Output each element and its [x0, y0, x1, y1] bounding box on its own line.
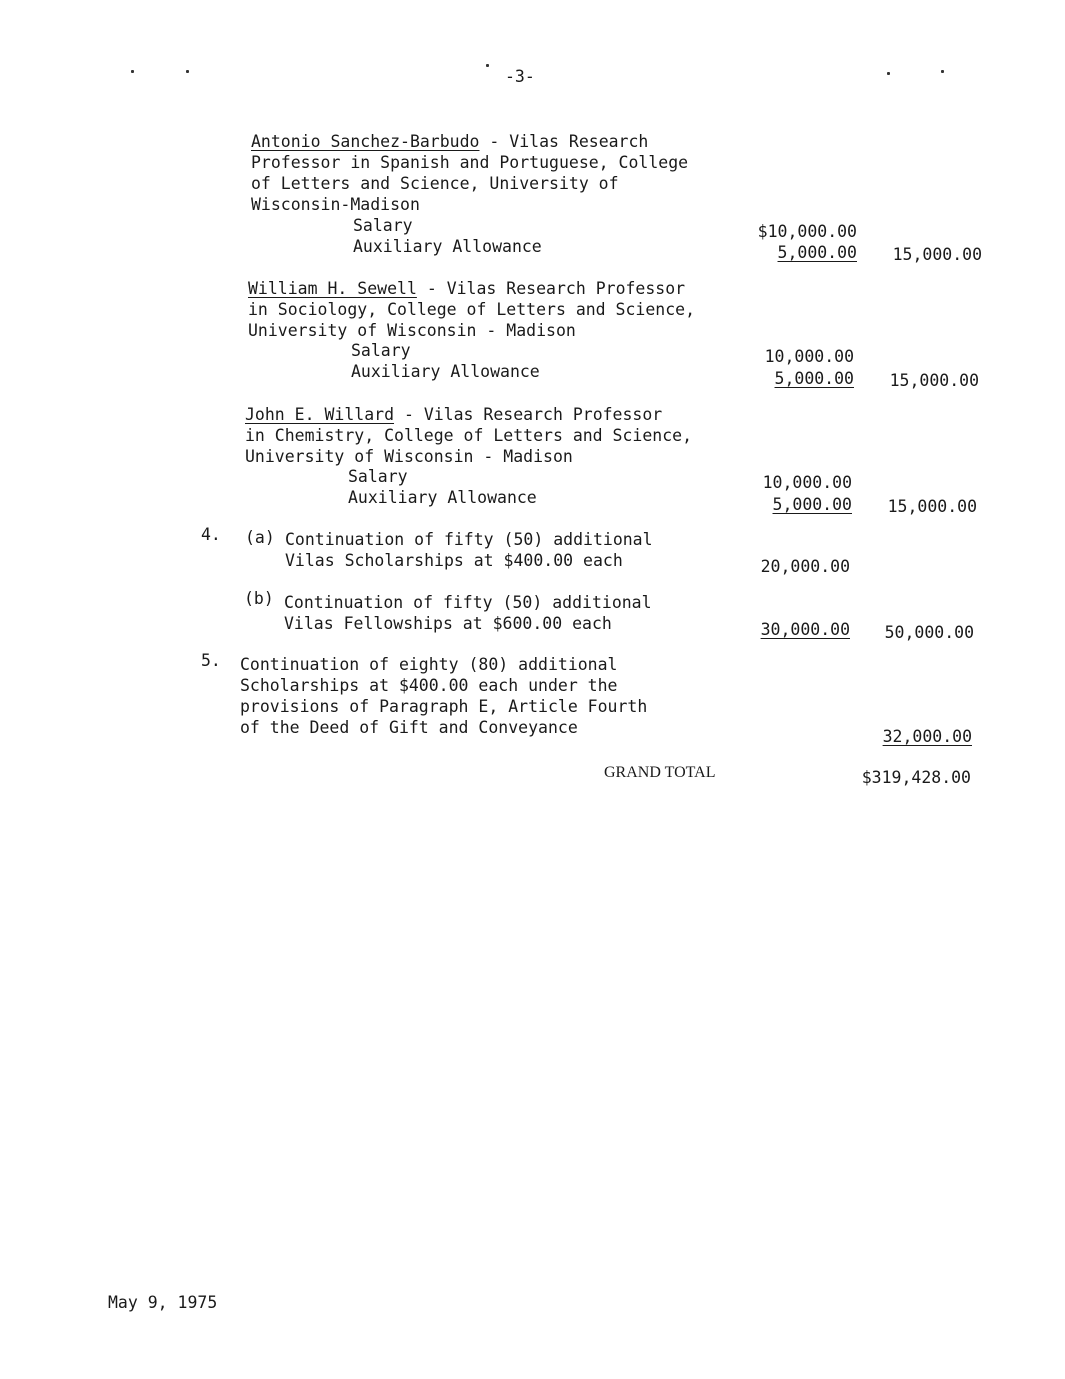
entry-desc-line: - Vilas Research Professor [416, 279, 686, 298]
scan-mark [941, 70, 944, 73]
scan-mark [486, 64, 489, 67]
aux-amount: 5,000.00 [777, 243, 857, 262]
entry-name: Antonio Sanchez-Barbudo [251, 132, 480, 151]
salary-amount: 10,000.00 [762, 473, 852, 492]
salary-label: Salary [348, 467, 408, 486]
scan-mark [186, 70, 189, 73]
aux-amount: 5,000.00 [772, 495, 852, 514]
item-desc-line: Continuation of fifty (50) additional [285, 530, 653, 549]
entry-total: 15,000.00 [892, 245, 982, 264]
item-sub-label: (a) [245, 528, 275, 547]
item-total: 32,000.00 [882, 727, 972, 746]
salary-amount: $10,000.00 [757, 222, 857, 241]
entry-name: William H. Sewell [248, 279, 417, 298]
grand-total-label: GRAND TOTAL [604, 764, 716, 781]
entry-desc-line: University of Wisconsin - Madison [248, 321, 576, 340]
item-desc-line: Scholarships at $400.00 each under the [240, 676, 618, 695]
item-total: 50,000.00 [884, 623, 974, 642]
salary-label: Salary [351, 341, 411, 360]
item-desc-line: of the Deed of Gift and Conveyance [240, 718, 578, 737]
page-number: -3- [505, 67, 535, 86]
entry-desc-line: Professor in Spanish and Portuguese, College [251, 153, 689, 172]
salary-amount: 10,000.00 [764, 347, 854, 366]
entry-name: John E. Willard [245, 405, 395, 424]
entry-desc-line: of Letters and Science, University of [251, 174, 619, 193]
aux-label: Auxiliary Allowance [348, 488, 537, 507]
scan-mark [887, 72, 890, 75]
entry-desc-line: - Vilas Research [479, 132, 649, 151]
entry-total: 15,000.00 [889, 371, 979, 390]
item-desc-line: Continuation of eighty (80) additional [240, 655, 618, 674]
aux-amount: 5,000.00 [774, 369, 854, 388]
item-number: 4. [201, 525, 221, 544]
entry-desc-line: Wisconsin-Madison [251, 195, 420, 214]
salary-label: Salary [353, 216, 413, 235]
item-desc-line: Vilas Scholarships at $400.00 each [285, 551, 623, 570]
entry-desc-line: in Chemistry, College of Letters and Science, [245, 426, 693, 445]
item-number: 5. [201, 651, 221, 670]
entry-desc-line: - Vilas Research Professor [394, 405, 663, 424]
item-desc-line: Vilas Fellowships at $600.00 each [284, 614, 612, 633]
item-amount: 30,000.00 [760, 620, 850, 639]
aux-label: Auxiliary Allowance [353, 237, 542, 256]
item-sub-label: (b) [244, 589, 274, 608]
scan-mark [131, 70, 134, 73]
entry-desc-line: in Sociology, College of Letters and Science, [248, 300, 696, 319]
footer-date: May 9, 1975 [108, 1293, 218, 1312]
entry-total: 15,000.00 [887, 497, 977, 516]
aux-label: Auxiliary Allowance [351, 362, 540, 381]
item-desc-line: provisions of Paragraph E, Article Fourth [240, 697, 648, 716]
entry-desc-line: University of Wisconsin - Madison [245, 447, 573, 466]
item-desc-line: Continuation of fifty (50) additional [284, 593, 652, 612]
item-amount: 20,000.00 [760, 557, 850, 576]
grand-total-value: $319,428.00 [861, 768, 971, 787]
